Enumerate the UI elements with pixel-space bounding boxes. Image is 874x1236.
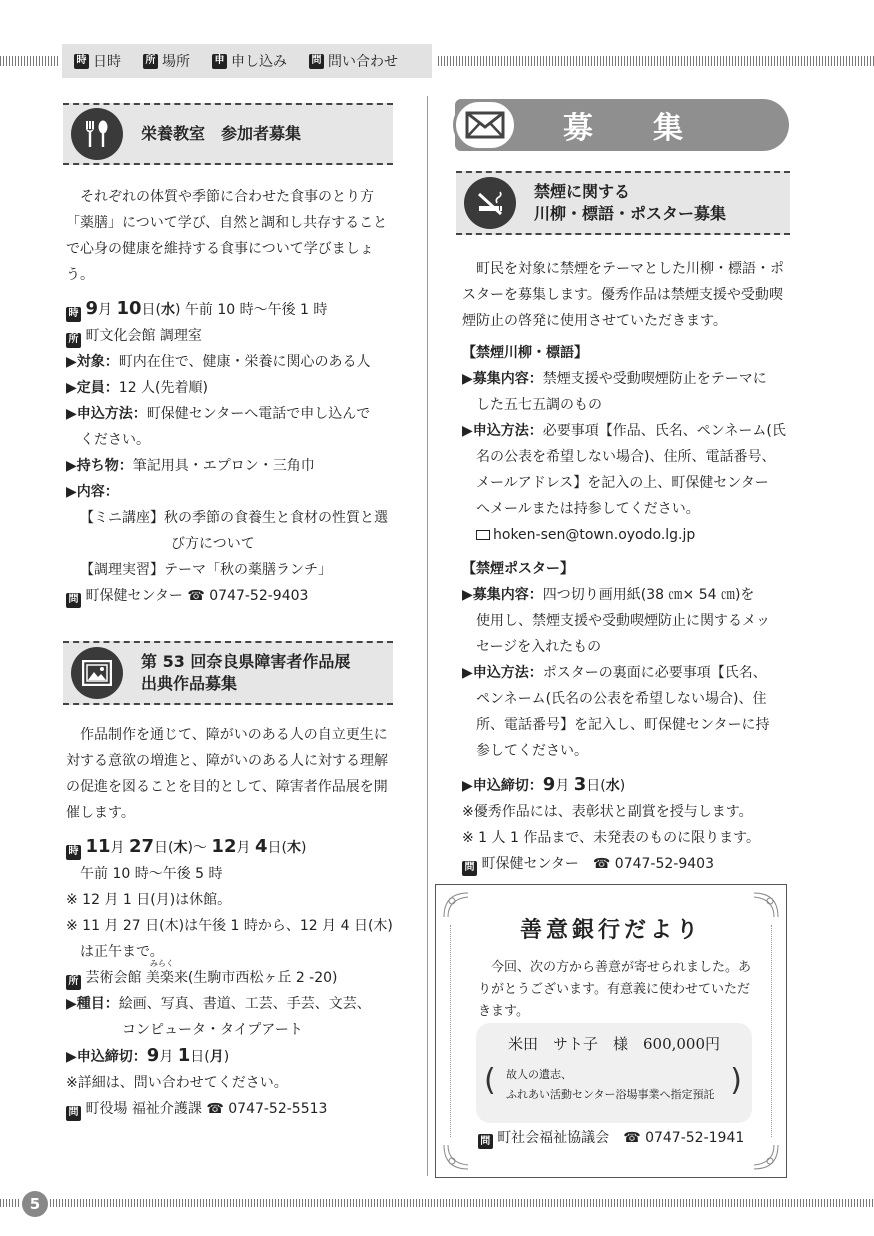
content-text: 四つ切り画用紙(38 ㎝× 54 ㎝)を	[542, 587, 755, 603]
exhibit-intro	[66, 722, 392, 826]
deadline-label: ▶申込締切：	[462, 778, 543, 794]
mini-text-cont: び方について	[171, 536, 255, 552]
type-text-cont: コンピュータ・タイプアート	[122, 1022, 303, 1038]
content-text-cont: 使用し、禁煙支援や受動喫煙防止に関するメッ	[476, 613, 770, 629]
contact-text: 町役場 福祉介護課	[85, 1101, 202, 1117]
datetime-icon: 時	[66, 307, 81, 322]
contact-text: 町保健センター	[85, 588, 183, 604]
start-weekday: 木	[173, 840, 188, 856]
content-text-cont: した五七五調のもの	[476, 397, 602, 413]
nutrition-contact	[66, 583, 396, 609]
senryu-content	[462, 366, 802, 392]
deadline-day: 1	[177, 1045, 191, 1066]
donor-note	[506, 1065, 715, 1105]
smoking-intro	[462, 256, 788, 334]
datetime-icon: 時	[74, 54, 89, 69]
legend-label: 問い合わせ	[328, 54, 398, 70]
phone-text: ☎ 0747-52-1941	[623, 1129, 745, 1146]
exhibit-contact	[66, 1096, 406, 1122]
smoking-contact	[462, 851, 802, 877]
no-smoking-icon	[464, 177, 516, 229]
smoking-deadline: ▶申込締切：9月 3日(水)	[462, 774, 626, 795]
fork-spoon-icon	[71, 108, 123, 160]
contact-text: 町社会福祉協議会	[497, 1129, 610, 1146]
nutrition-intro	[66, 184, 392, 288]
type-text: 絵画、写真、書道、工芸、手芸、文芸、	[118, 996, 371, 1012]
legend-bar	[62, 44, 432, 78]
phone-text: ☎ 0747-52-5513	[206, 1101, 328, 1117]
mini-label: 【ミニ講座】	[80, 510, 164, 526]
apply-label: ▶申込方法：	[462, 665, 543, 681]
exhibit-time: 午前 10 時〜午後 5 時	[80, 866, 223, 882]
inquiry-icon: 問	[462, 861, 477, 876]
content-label: ▶内容：	[66, 484, 119, 500]
legend-item-datetime	[74, 51, 121, 71]
apply-text: 町保健センターへ電話で申し込んで	[146, 406, 371, 422]
legend-label: 申し込み	[231, 54, 287, 70]
apply-text-cont: へメールまたは持参してください。	[476, 501, 700, 517]
place-ruby: みらく	[149, 959, 174, 968]
bracket-open: (	[484, 1063, 496, 1098]
nutrition-intro-text: それぞれの体質や季節に合わせた食事のとり方「薬膳」について学び、自然と調和し共存することで心身の健康を維持する食事について学びましょう。	[66, 189, 388, 283]
smoking-intro-text: 町民を対象に禁煙をテーマとした川柳・標語・ポスターを募集します。優秀作品は禁煙支援や受動喫煙防止の啓発に使用させていただきます。	[462, 261, 784, 329]
nutrition-date: 時 9月 10日(水) 午前 10 時〜午後 1 時	[66, 296, 396, 323]
donor-name: 米田 サト子 様 600,000円	[507, 1035, 721, 1053]
apply-text: 必要事項【作品、氏名、ペンネーム(氏	[542, 423, 786, 439]
legend-label: 日時	[93, 54, 121, 70]
zenni-title: 善意銀行だより	[519, 917, 702, 943]
exhibit-deadline: ▶申込締切：9月 1日(月)	[66, 1045, 230, 1066]
bracket-close: )	[730, 1063, 742, 1098]
place-name: 芸術会館	[85, 970, 146, 986]
zenni-body: 今回、次の方から善意が寄せられました。ありがとうございます。有意義に使わせていただきます。	[478, 960, 752, 1019]
smoking-note-award: ※優秀作品には、表彰状と副賞を授与します。	[462, 804, 753, 820]
content-label: ▶募集内容：	[462, 371, 543, 387]
exhibit-place	[66, 959, 406, 991]
cook-label: 【調理実習】	[80, 562, 164, 578]
poster-content	[462, 582, 802, 608]
nutrition-place	[66, 323, 396, 349]
capacity-label: ▶定員：	[66, 380, 119, 396]
boshu-title: 募集	[563, 111, 743, 146]
exhibit-title	[141, 651, 350, 694]
picture-icon	[71, 647, 123, 699]
deadline-day: 3	[573, 774, 587, 795]
nutrition-mini	[66, 505, 396, 531]
zenni-bank-box	[435, 884, 787, 1178]
start-month: 11	[85, 836, 111, 857]
deadline-label: ▶申込締切：	[66, 1049, 147, 1065]
content-text: 禁煙支援や受動喫煙防止をテーマに	[542, 371, 767, 387]
deadline-month: 9	[542, 774, 556, 795]
apply-text-cont: 名の公表を希望しない場合)、住所、電話番号、	[476, 449, 776, 465]
nutrition-cook	[66, 557, 396, 583]
date-day: 10	[116, 298, 142, 319]
top-stripe-left	[0, 56, 58, 66]
legend-label: 場所	[162, 54, 190, 70]
target-label: ▶対象：	[66, 354, 119, 370]
exhibit-note-hours: ※ 11 月 27 日(木)は午後 1 時から、12 月 4 日(木)	[66, 918, 393, 934]
target-text: 町内在住で、健康・栄養に関心のある人	[118, 354, 371, 370]
apply-label: ▶申込方法：	[66, 406, 147, 422]
column-divider	[427, 96, 428, 1176]
smoking-title-line2: 川柳・標語・ポスター募集	[534, 204, 727, 223]
boshu-banner	[455, 99, 789, 151]
exhibit-type	[66, 991, 406, 1017]
legend-item-place	[143, 51, 190, 71]
senryu-heading: 【禁煙川柳・標語】	[462, 345, 588, 361]
apply-text-cont: ください。	[80, 432, 150, 448]
phone-text: ☎ 0747-52-9403	[592, 856, 714, 872]
email-link[interactable]: hoken-sen@town.oyodo.lg.jp	[493, 527, 696, 543]
place-icon: 所	[66, 975, 81, 990]
exhibit-date: 時 11月 27日(木)〜 12月 4日(木)	[66, 834, 406, 861]
bottom-stripe	[0, 1199, 20, 1207]
deadline-month: 9	[146, 1045, 160, 1066]
exhibit-title-line2: 出典作品募集	[141, 674, 238, 693]
inquiry-icon: 問	[66, 1106, 81, 1121]
place-address: (生駒市西松ヶ丘 2 -20)	[187, 970, 338, 986]
donor-note-line1: 故人の遺志、	[506, 1068, 572, 1081]
exhibit-intro-text: 作品制作を通じて、障がいのある人の自立更生に対する意欲の増進と、障がいのある人に対する理解の促進を図ることを目的として、障害者作品展を開催します。	[66, 727, 388, 821]
smoking-title	[534, 181, 726, 224]
nutrition-details	[66, 296, 396, 609]
date-weekday: 水	[160, 302, 175, 318]
bring-text: 筆記用具・エプロン・三角巾	[132, 458, 315, 474]
apply-text: ポスターの裏面に必要事項【氏名、	[542, 665, 767, 681]
zenni-contact	[436, 1127, 786, 1150]
smoking-details	[462, 340, 802, 877]
end-weekday: 木	[286, 840, 301, 856]
end-day: 4	[254, 836, 268, 857]
exhibit-detail-note: ※詳細は、問い合わせてください。	[66, 1075, 288, 1091]
legend-item-inquiry	[309, 51, 398, 71]
phone-text: ☎ 0747-52-9403	[187, 588, 309, 604]
inquiry-icon: 問	[66, 593, 81, 608]
end-month: 12	[211, 836, 237, 857]
nutrition-title: 栄養教室 参加者募集	[141, 124, 302, 144]
nutrition-capacity	[66, 375, 396, 401]
mail-icon	[476, 530, 490, 540]
donor-note-line2: ふれあい活動センター浴場事業へ指定預託	[506, 1088, 715, 1101]
poster-apply	[462, 660, 802, 686]
inquiry-icon: 問	[478, 1134, 493, 1149]
ornament-border	[771, 925, 772, 1137]
senryu-apply	[462, 418, 802, 444]
place-icon: 所	[143, 54, 158, 69]
content-label: ▶募集内容：	[462, 587, 543, 603]
exhibit-title-line1: 第 53 回奈良県障害者作品展	[141, 652, 351, 672]
exhibit-details	[66, 834, 406, 1122]
smoking-header	[456, 171, 790, 235]
smoking-note-limit: ※ 1 人 1 作品まで、未発表のものに限ります。	[462, 830, 760, 846]
donor-panel	[476, 1023, 752, 1123]
contact-text: 町保健センター	[481, 856, 579, 872]
date-month: 9	[85, 298, 98, 319]
place-hall-name: 美楽来	[145, 970, 188, 986]
poster-heading: 【禁煙ポスター】	[462, 561, 574, 577]
place-text: 町文化会館 調理室	[85, 328, 202, 344]
ornament-border	[450, 925, 451, 1137]
nutrition-bring	[66, 453, 396, 479]
inquiry-icon: 問	[309, 54, 324, 69]
smoking-title-line1: 禁煙に関する	[534, 182, 631, 202]
nutrition-header	[63, 103, 393, 165]
mini-text: 秋の季節の食養生と食材の性質と選	[164, 510, 388, 526]
page-number: 5	[22, 1191, 48, 1217]
datetime-icon: 時	[66, 845, 81, 860]
apply-text-cont: 参してください。	[476, 743, 588, 759]
date-time: 午前 10 時〜午後 1 時	[184, 302, 328, 318]
apply-icon: 申	[212, 54, 227, 69]
place-icon: 所	[66, 333, 81, 348]
apply-label: ▶申込方法：	[462, 423, 543, 439]
exhibit-note-hours-cont: は正午まで。	[80, 944, 164, 960]
type-label: ▶種目：	[66, 996, 119, 1012]
nutrition-apply	[66, 401, 396, 427]
apply-text-cont: ペンネーム(氏名の公表を希望しない場合)、住	[476, 691, 767, 707]
legend-item-apply	[212, 51, 287, 71]
cook-text: テーマ「秋の薬膳ランチ」	[164, 562, 332, 578]
deadline-weekday: 月	[209, 1049, 224, 1065]
place-hall	[145, 959, 188, 986]
exhibit-note-closed: ※ 12 月 1 日(月)は休館。	[66, 892, 232, 908]
nutrition-target	[66, 349, 396, 375]
deadline-weekday: 水	[605, 778, 620, 794]
start-day: 27	[128, 836, 155, 857]
apply-text-cont: 所、電話番号】を記入し、町保健センターに持	[476, 717, 770, 733]
apply-text-cont: メールアドレス】を記入の上、町保健センター	[476, 475, 769, 491]
content-text-cont: セージを入れたもの	[476, 639, 602, 655]
top-stripe-right	[438, 56, 874, 66]
capacity-text: 12 人(先着順)	[118, 380, 208, 396]
email-line	[462, 522, 802, 548]
exhibit-header	[63, 641, 393, 705]
bring-label: ▶持ち物：	[66, 458, 133, 474]
bottom-stripe	[50, 1199, 874, 1207]
mail-icon	[453, 99, 517, 151]
